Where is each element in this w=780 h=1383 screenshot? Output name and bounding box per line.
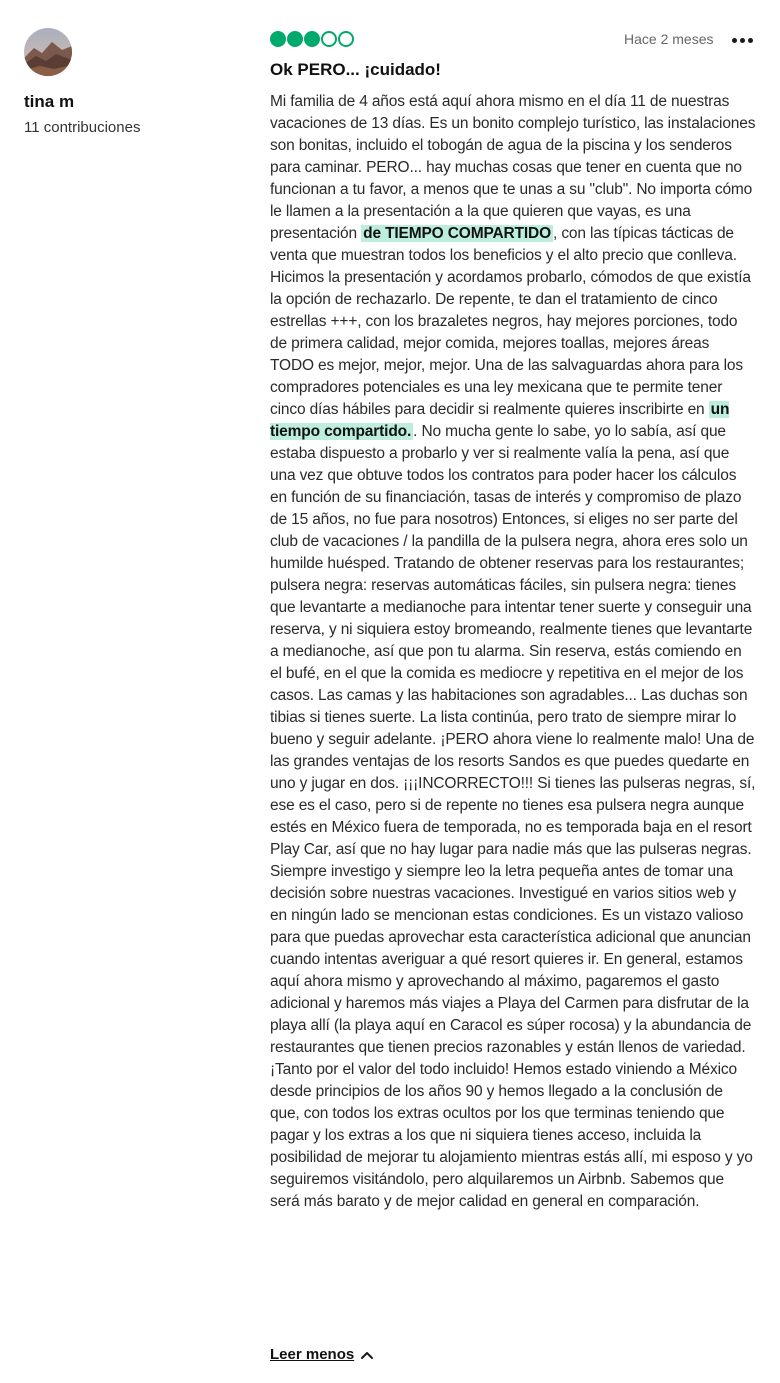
- user-name[interactable]: tina m: [24, 92, 75, 111]
- highlighted-term: de TIEMPO COMPARTIDO: [363, 225, 552, 242]
- review-body: [270, 91, 756, 1213]
- read-less-button[interactable]: [270, 1346, 374, 1363]
- dot: [740, 38, 745, 43]
- avatar[interactable]: [24, 28, 72, 76]
- rating-bubble-empty: [321, 31, 337, 47]
- more-options-icon[interactable]: [730, 30, 754, 50]
- chevron-up-icon: [360, 1350, 374, 1360]
- review-title: Ok PERO... ¡cuidado!: [270, 60, 441, 79]
- highlighted-term: un tiempo compartido.: [270, 401, 730, 440]
- review-date: Hace 2 meses: [624, 31, 714, 47]
- rating-bubble-filled: [287, 31, 303, 47]
- review-text-segment: , con las típicas tácticas de venta que muestran todos los beneficios y el alto precio que conlleva. Hicimos la presentación y acordamos probarlo, cómodos de que existía la opción de rechazarlo. De repente, te dan el tratamiento de cinco estrellas +++, con los brazaletes negros, hay mejores porciones, todo de primera calidad, mejor comida, mejores toallas, mejores áreas TODO es mejor, mejor, mejor. Una de las salvaguardas ahora para los compradores potenciales es una ley mexicana que te permite tener cinco días hábiles para decidir si realmente quieres inscribirte en: [270, 225, 751, 418]
- avatar-image: [24, 28, 72, 76]
- rating-bubbles: [270, 31, 354, 49]
- contributions-count: 11 contribuciones: [24, 119, 141, 136]
- dot: [748, 38, 753, 43]
- dot: [732, 38, 737, 43]
- rating-bubble-filled: [304, 31, 320, 47]
- read-less-label: Leer menos: [270, 1346, 355, 1363]
- review-text-segment: . No mucha gente lo sabe, yo lo sabía, así que estaba dispuesto a probarlo y ver si realmente valía la pena, así que una vez que obtuve todos los contratos para poder hacer los cálculos en función de su financiación, tasas de interés y compromiso de plazo de 15 años, no fue para nosotros) Entonces, si eliges no ser parte del club de vacaciones / la pandilla de la pulsera negra, ahora eres solo un humilde huésped. Tratando de obtener reservas para los restaurantes; pulsera negra: reservas automáticas fáciles, sin pulsera negra: tienes que levantarte a medianoche para intentar tener suerte y conseguir una reserva, y ni siquiera estoy bromeando, realmente tienes que levantarte a medianoche, así que pon tu alarma. Sin reserva, estás comiendo en el bufé, en el que la comida es mediocre y repetitiva en el mejor de los casos. Las camas y las habitaciones son agradables... Las duchas son tibias si tienes suerte. La lista continúa, pero trato de siempre mirar lo bueno y seguir adelante. ¡PERO ahora viene lo realmente malo! Una de las grandes ventajas de los resorts Sandos es que puedes quedarte en uno y jugar en dos. ¡¡¡INCORRECTO!!! Si tienes las pulseras negras, sí, ese es el caso, pero si de repente no tienes esa pulsera negra aunque estés en México fuera de temporada, no es temporada baja en el resort Play Car, así que no hay lugar para nadie más que las pulseras negras. Siempre investigo y siempre leo la letra pequeña antes de tomar una decisión sobre nuestras vacaciones. Investigué en varios sitios web y en ningún lado se mencionan estas condiciones. Es un vistazo valioso para que puedas aprovechar esta característica adicional que anuncian cuando intentas averiguar a qué resort quieres ir. En general, estamos aquí ahora mismo y aprovechando al máximo, pagaremos el gasto adicional y haremos más viajes a Playa del Carmen para disfrutar de la playa allí (la playa aquí en Caracol es súper rocosa) y la abundancia de restaurantes que tienen precios razonables y están llenos de variedad. ¡Tanto por el valor del todo incluido! Hemos estado viniendo a México desde principios de los años 90 y hemos llegado a la conclusión de que, con todos los extras ocultos por los que terminas teniendo que pagar y los extras a los que ni siquiera tienes acceso, incluida la posibilidad de mejorar tu alojamiento mientras estás allí, mi esposo y yo seguiremos visitándolo, pero alquilaremos un Airbnb. Sabemos que será más barato y de mejor calidad en general en comparación.: [270, 423, 756, 1210]
- review-text-segment: Mi familia de 4 años está aquí ahora mismo en el día 11 de nuestras vacaciones de 13 días. Es un bonito complejo turístico, las instalaciones son bonitas, incluido el tobogán de agua de la piscina y los senderos para caminar. PERO... hay muchas cosas que tener en cuenta que no funcionan a tu favor, a menos que te unas a su "club". No importa cómo le llamen a la presentación a la que quieren que vayas, es una presentación: [270, 93, 756, 242]
- rating-bubble-filled: [270, 31, 286, 47]
- rating-bubble-empty: [338, 31, 354, 47]
